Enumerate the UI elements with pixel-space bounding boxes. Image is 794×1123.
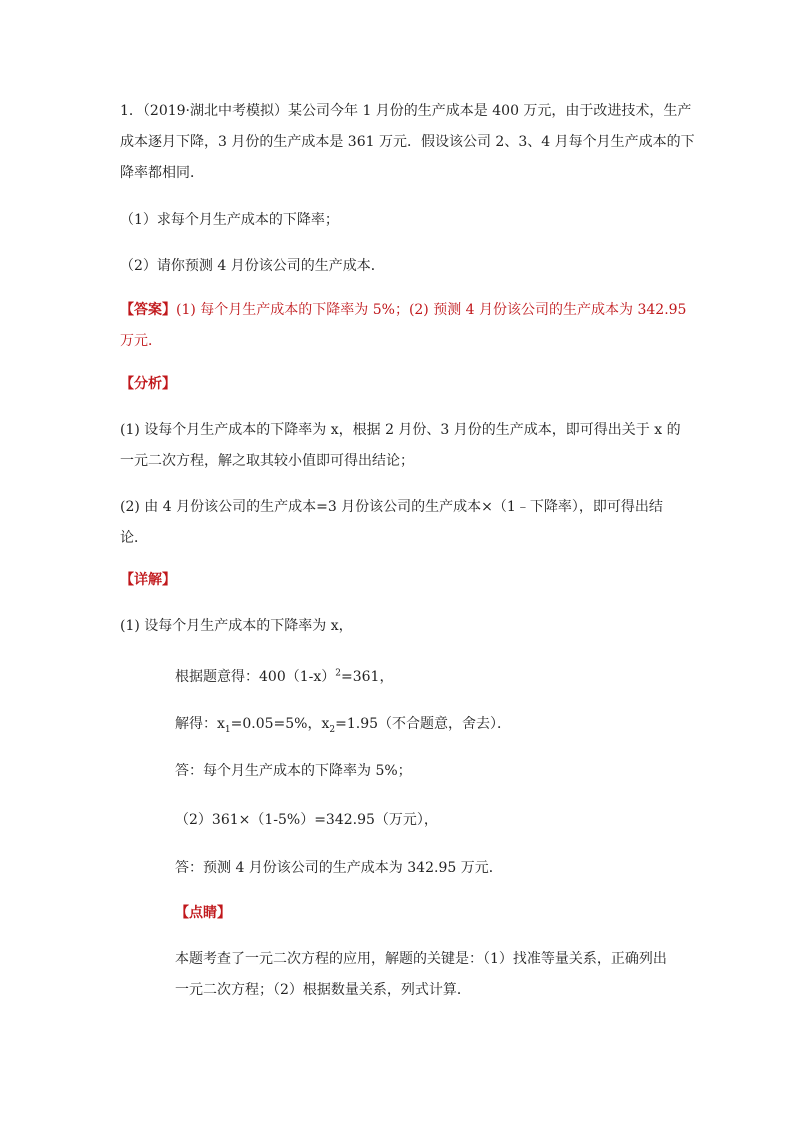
detail-answer-2: 答：预测 4 月份该公司的生产成本为 342.95 万元． [175,860,503,876]
analysis-p2-line-2: 论． [120,530,148,546]
answer-label: 【答案】 [120,302,176,318]
answer-line-2: 万元． [120,333,162,349]
analysis-label: 【分析】 [120,376,176,392]
answer-line-1: 【答案】(1) 每个月生产成本的下降率为 5%；(2) 预测 4 月份该公司的生产成本为 342.95 [120,302,687,318]
question-line-2: 成本逐月下降，3 月份的生产成本是 361 万元．假设该公司 2、3、4 月每个月生产成本的下 [120,134,695,150]
detail-solution: 解得：$x_1=0.05=5\%$，$x_2=1.95$（不合题意，舍去）． [175,716,512,735]
comment-label: 【点睛】 [175,905,231,921]
question-part-2: （2）请你预测 4 月份该公司的生产成本． [120,258,385,274]
question-line-3: 降率都相同． [120,165,204,181]
analysis-p2-line-1: (2) 由 4 月份该公司的生产成本=3 月份该公司的生产成本×（1﹣下降率），即可得出结 [120,499,663,515]
analysis-p1-line-2: 一元二次方程，解之取其较小值即可得出结论； [120,453,414,469]
question-part-1: （1）求每个月生产成本的下降率； [120,212,339,228]
detail-answer-1: 答：每个月生产成本的下降率为 5%； [175,763,412,779]
detail-step-0: (1) 设每个月生产成本的下降率为 x， [120,618,353,634]
detail-calculation: （2）361×（1-5%）=342.95（万元）， [175,812,438,828]
analysis-p1-line-1: (1) 设每个月生产成本的下降率为 x，根据 2 月份、3 月份的生产成本，即可得出关于 x 的 [120,422,681,438]
comment-line-1: 本题考查了一元二次方程的应用，解题的关键是：（1）找准等量关系，正确列出 [175,951,667,967]
detail-label: 【详解】 [120,572,176,588]
detail-equation: 根据题意得：$400(1-x)^2=361$， [175,668,394,685]
comment-line-2: 一元二次方程；（2）根据数量关系，列式计算． [175,982,471,998]
question-number: 1． [120,103,143,119]
question-line-1: 1．（2019·湖北中考模拟）某公司今年 1 月份的生产成本是 400 万元，由于改进技术，生产 [120,103,692,119]
